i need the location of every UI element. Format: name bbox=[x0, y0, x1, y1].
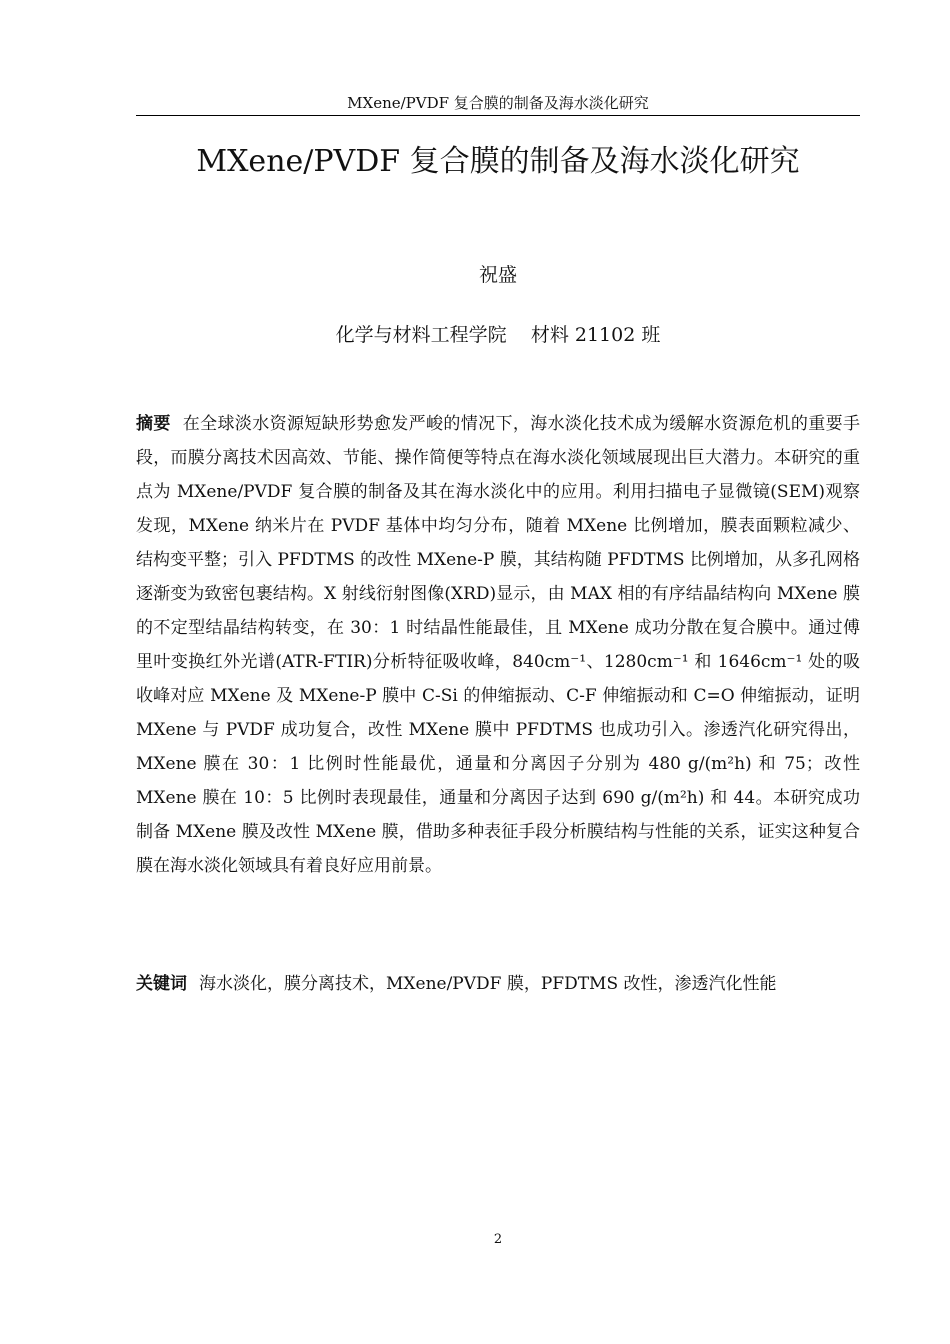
abstract bbox=[136, 407, 860, 883]
abstract-text: 在全球淡水资源短缺形势愈发严峻的情况下，海水淡化技术成为缓解水资源危机的重要手段，而膜分离技术因高效、节能、操作简便等特点在海水淡化领域展现出巨大潜力。本研究的重点为 MXene/PVDF 复合膜的制备及其在海水淡化中的应用。利用扫描电子显微镜(SEM)观察发现，MXene 纳米片在 PVDF 基体中均匀分布，随着 MXene 比例增加，膜表面颗粒减少、结构变平整；引入 PFDTMS 的改性 MXene-P 膜，其结构随 PFDTMS 比例增加，从多孔网格逐渐变为致密包裹结构。X 射线衍射图像(XRD)显示，由 MAX 相的有序结晶结构向 MXene 膜的不定型结晶结构转变，在 30：1 时结晶性能最佳，且 MXene 成功分散在复合膜中。通过傅里叶变换红外光谱(ATR-FTIR)分析特征吸收峰，840cm⁻¹、1280cm⁻¹ 和 1646cm⁻¹ 处的吸收峰对应 MXene 及 MXene-P 膜中 C-Si 的伸缩振动、C-F 伸缩振动和 C=O 伸缩振动，证明 MXene 与 PVDF 成功复合，改性 MXene 膜中 PFDTMS 也成功引入。渗透汽化研究得出，MXene 膜在 30：1 比例时性能最优，通量和分离因子分别为 480 g/(m²h) 和 75；改性 MXene 膜在 10：5 比例时表现最佳，通量和分离因子达到 690 g/(m²h) 和 44。本研究成功制备 MXene 膜及改性 MXene 膜，借助多种表征手段分析膜结构与性能的关系，证实这种复合膜在海水淡化领域具有着良好应用前景。 bbox=[136, 414, 860, 876]
running-header: MXene/PVDF 复合膜的制备及海水淡化研究 bbox=[347, 94, 649, 112]
header-rule bbox=[136, 115, 860, 116]
affiliation: 化学与材料工程学院 材料 21102 班 bbox=[335, 324, 661, 346]
keywords bbox=[136, 967, 860, 1001]
keywords-label: 关键词 bbox=[136, 974, 187, 994]
abstract-label: 摘要 bbox=[136, 414, 171, 434]
paper-title: MXene/PVDF 复合膜的制备及海水淡化研究 bbox=[196, 144, 800, 179]
author-name: 祝盛 bbox=[478, 264, 517, 286]
page-number: 2 bbox=[493, 1232, 503, 1247]
keywords-text: 海水淡化，膜分离技术，MXene/PVDF 膜，PFDTMS 改性，渗透汽化性能 bbox=[199, 974, 777, 994]
